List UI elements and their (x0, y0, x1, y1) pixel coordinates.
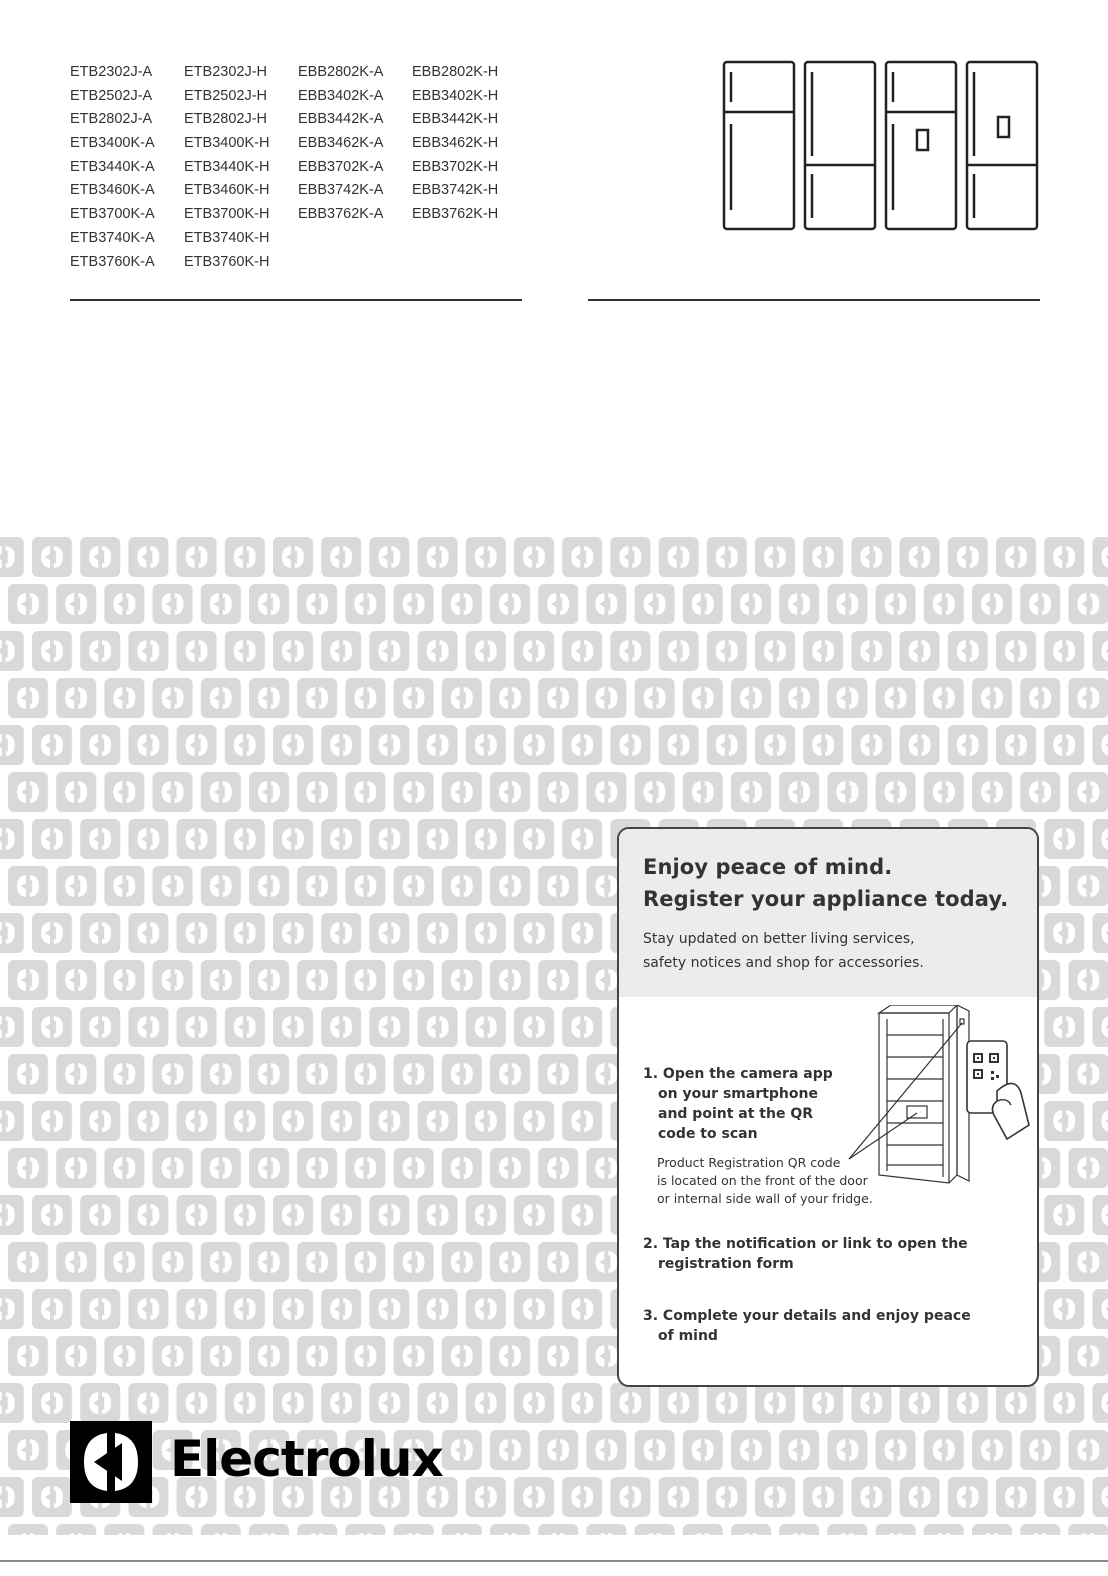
model-number: ETB3740K-H (184, 229, 270, 246)
model-column-3 (298, 64, 383, 230)
bottom-edge-line (0, 1560, 1108, 1562)
model-number: ETB3700K-H (184, 206, 270, 223)
phone-qr-icon (967, 1041, 1029, 1139)
step-line: on your smartphone (658, 1086, 818, 1102)
brand-name: Electrolux (170, 1430, 443, 1488)
model-number: ETB2802J-A (70, 111, 153, 128)
step-3-text (643, 1306, 971, 1346)
model-column-1 (70, 64, 155, 277)
model-number: EBB3742K-H (412, 182, 499, 199)
step-1-text (643, 1064, 833, 1144)
model-number: EBB3442K-H (412, 111, 499, 128)
model-number: EBB3742K-A (298, 182, 384, 199)
model-number: ETB3400K-A (70, 135, 155, 152)
model-number: ETB2802J-H (184, 111, 268, 128)
model-number: EBB3762K-A (298, 206, 384, 223)
card-subtitle (643, 927, 1013, 975)
step-line: and point at the QR (658, 1106, 814, 1122)
step-line: of mind (658, 1328, 718, 1344)
model-number: ETB3460K-A (70, 182, 155, 199)
divider-right (588, 299, 1040, 301)
divider-left (70, 299, 522, 301)
fridge-icon-bottom-freezer-dispenser (967, 62, 1037, 229)
step-2-text (643, 1234, 968, 1274)
model-number: EBB3402K-A (298, 87, 384, 104)
model-number: ETB3760K-A (70, 253, 155, 270)
model-number: EBB3442K-A (298, 111, 384, 128)
model-column-2 (184, 64, 269, 277)
model-number: ETB2502J-H (184, 87, 268, 104)
model-number: ETB3440K-A (70, 158, 155, 175)
model-number: EBB3702K-A (298, 158, 384, 175)
step-line: code to scan (658, 1126, 758, 1142)
card-headline: Enjoy peace of mind. (643, 855, 893, 879)
card-headline-2: Register your appliance today. (643, 887, 1009, 911)
note-line: Product Registration QR code (657, 1155, 841, 1170)
fridge-icon-top-freezer (724, 62, 794, 229)
fridge-icon-top-freezer-dispenser (886, 62, 956, 229)
note-line: is located on the front of the door (657, 1173, 868, 1188)
model-number: EBB2802K-A (298, 64, 384, 80)
model-number: ETB3700K-A (70, 206, 155, 223)
model-number: ETB3400K-H (184, 135, 270, 152)
electrolux-logo (70, 1421, 450, 1507)
card-subtitle-line: safety notices and shop for accessories. (643, 955, 924, 971)
fridge-icon-bottom-freezer (805, 62, 875, 229)
model-number: EBB3762K-H (412, 206, 499, 223)
model-number: EBB2802K-H (412, 64, 499, 80)
model-number: ETB2302J-A (70, 64, 153, 80)
model-number: ETB3760K-H (184, 253, 270, 270)
model-number: ETB3460K-H (184, 182, 270, 199)
model-number: ETB2302J-H (184, 64, 268, 80)
note-line: or internal side wall of your fridge. (657, 1191, 873, 1206)
model-number: EBB3402K-H (412, 87, 499, 104)
electrolux-logo-icon (70, 1421, 152, 1503)
model-column-4 (412, 64, 498, 230)
fridge-outlines-illustration (722, 60, 1040, 232)
registration-card (617, 827, 1039, 1387)
model-number: EBB3462K-H (412, 135, 499, 152)
model-number: ETB3740K-A (70, 229, 155, 246)
qr-location-note (657, 1154, 873, 1208)
step-line: 1. Open the camera app (643, 1066, 833, 1082)
model-number: EBB3702K-H (412, 158, 499, 175)
model-number: EBB3462K-A (298, 135, 384, 152)
step-line: 3. Complete your details and enjoy peace (643, 1308, 971, 1324)
model-number: ETB3440K-H (184, 158, 270, 175)
step-line: 2. Tap the notification or link to open the (643, 1236, 968, 1252)
step-line: registration form (658, 1256, 794, 1272)
card-subtitle-line: Stay updated on better living services, (643, 931, 915, 947)
registration-card-header (619, 829, 1037, 997)
model-number: ETB2502J-A (70, 87, 153, 104)
